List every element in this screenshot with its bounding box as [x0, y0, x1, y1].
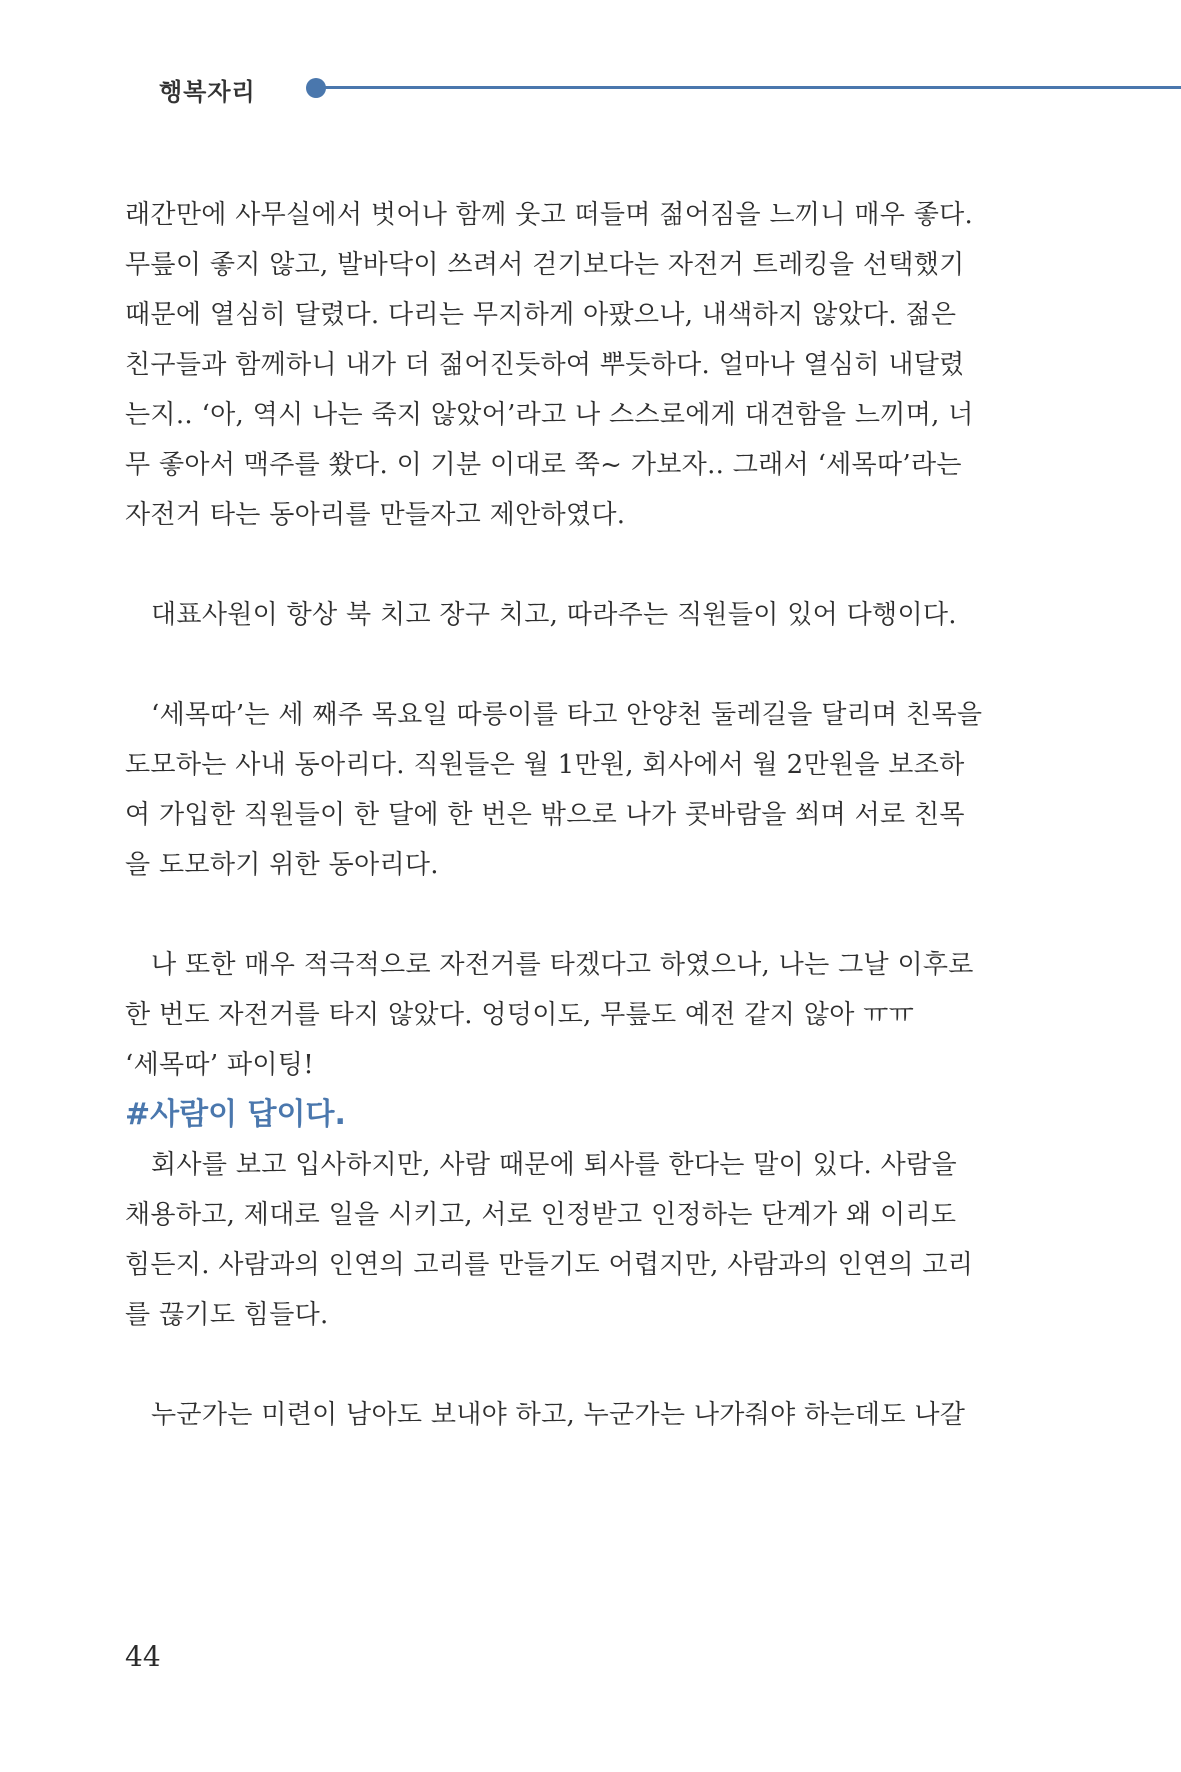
header-title: 행복자리 — [159, 78, 256, 106]
text-line: 누군가는 미련이 남아도 보내야 하고, 누군가는 나가줘야 하는데도 나갈 — [151, 1400, 966, 1430]
text-line: 때문에 열심히 달렸다. 다리는 무지하게 아팠으나, 내색하지 않았다. 젊은 — [125, 300, 957, 330]
text-line: 래간만에 사무실에서 벗어나 함께 웃고 떠들며 젊어짐을 느끼니 매우 좋다. — [125, 200, 974, 230]
text-line: 채용하고, 제대로 일을 시키고, 서로 인정받고 인정하는 단계가 왜 이리도 — [125, 1200, 957, 1230]
paragraph-personal-note — [125, 940, 1005, 1090]
text-line: ‘세목따’ 파이팅! — [125, 1050, 314, 1080]
paragraph-continuation — [125, 1390, 1005, 1440]
text-line: 여 가입한 직원들이 한 달에 한 번은 밖으로 나가 콧바람을 쐬며 서로 친목 — [125, 800, 965, 830]
header-rule — [322, 86, 1181, 89]
text-line: 도모하는 사내 동아리다. 직원들은 월 1만원, 회사에서 월 2만원을 보조하 — [125, 750, 965, 780]
section-heading: #사람이 답이다. — [125, 1097, 346, 1132]
text-line: 자전거 타는 동아리를 만들자고 제안하였다. — [125, 500, 626, 530]
page-body — [125, 190, 1005, 1440]
text-line: 대표사원이 항상 북 치고 장구 치고, 따라주는 직원들이 있어 다행이다. — [151, 600, 957, 630]
text-line: 는지.. ‘아, 역시 나는 죽지 않았어’라고 나 스스로에게 대견함을 느끼며, 너 — [125, 400, 974, 430]
text-line: 무릎이 좋지 않고, 발바닥이 쓰려서 걷기보다는 자전거 트레킹을 선택했기 — [125, 250, 965, 280]
paragraph-ceo-note — [125, 590, 1005, 640]
page-number: 44 — [125, 1640, 161, 1673]
paragraph-club-description — [125, 690, 1005, 890]
running-header — [0, 0, 1181, 120]
text-line: 를 끊기도 힘들다. — [125, 1300, 329, 1330]
paragraph-people-answer — [125, 1140, 1005, 1340]
text-line: 무 좋아서 맥주를 쐈다. 이 기분 이대로 쭉~ 가보자.. 그래서 ‘세목따’라는 — [125, 450, 962, 480]
text-line: 나 또한 매우 적극적으로 자전거를 타겠다고 하였으나, 나는 그날 이후로 — [151, 950, 974, 980]
paragraph-cycling-trip — [125, 190, 1005, 540]
text-line: 을 도모하기 위한 동아리다. — [125, 850, 439, 880]
text-line: 힘든지. 사람과의 인연의 고리를 만들기도 어렵지만, 사람과의 인연의 고리 — [125, 1250, 974, 1280]
text-line: ‘세목따’는 세 째주 목요일 따릉이를 타고 안양천 둘레길을 달리며 친목을 — [151, 700, 983, 730]
text-line: 한 번도 자전거를 타지 않았다. 엉덩이도, 무릎도 예전 같지 않아 ㅠㅠ — [125, 1000, 915, 1030]
text-line: 회사를 보고 입사하지만, 사람 때문에 퇴사를 한다는 말이 있다. 사람을 — [151, 1150, 957, 1180]
text-line: 친구들과 함께하니 내가 더 젊어진듯하여 뿌듯하다. 얼마나 열심히 내달렸 — [125, 350, 965, 380]
